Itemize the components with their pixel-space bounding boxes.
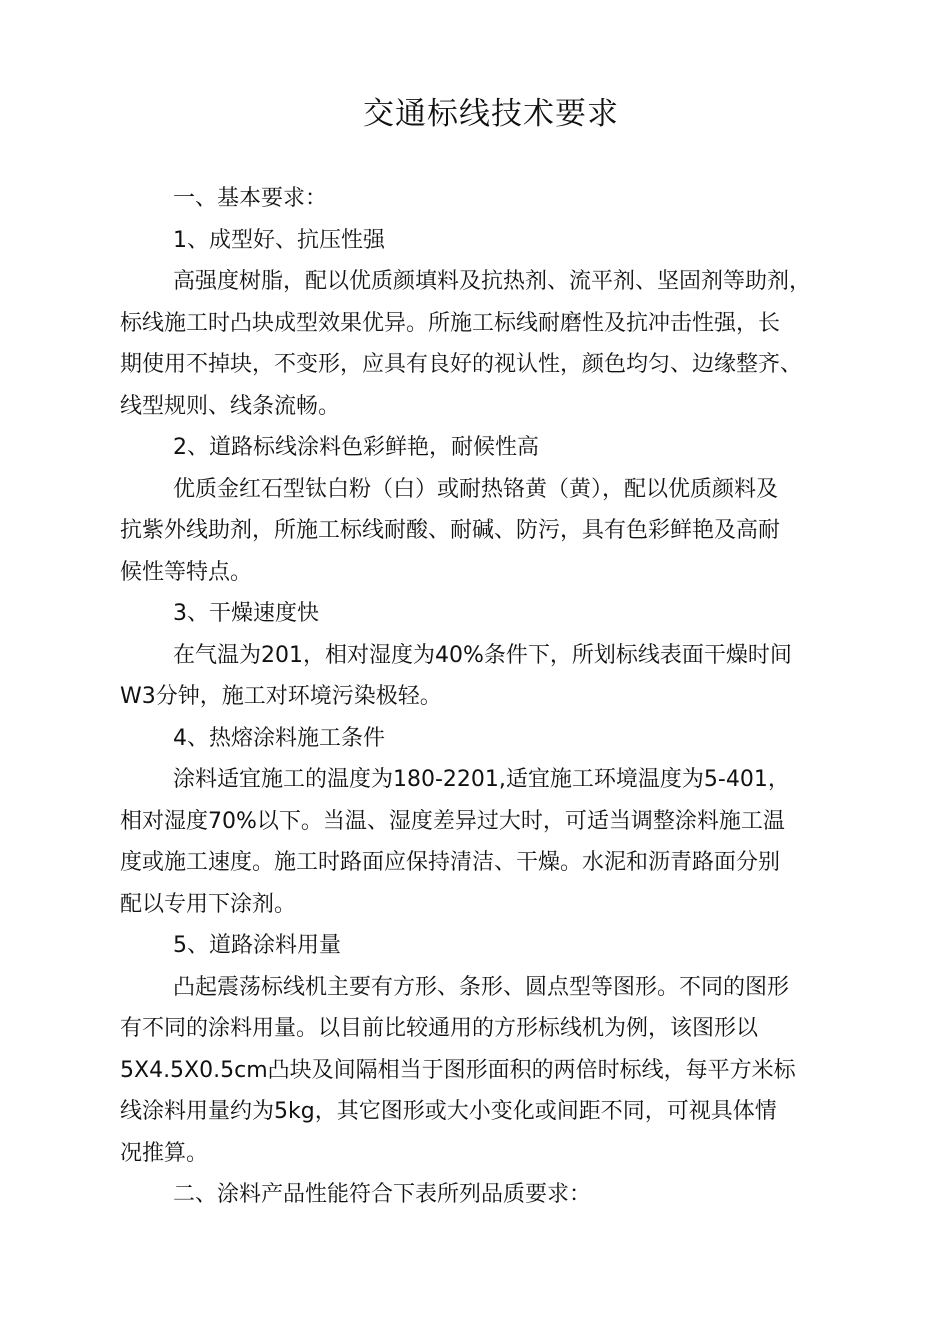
text-line: 二、涂料产品性能符合下表所列品质要求：	[173, 1182, 592, 1207]
text-line: 线型规则、线条流畅。	[120, 393, 341, 419]
text-line: 抗紫外线助剂，所施工标线耐酸、耐碱、防污，具有色彩鲜艳及高耐	[120, 518, 781, 543]
text-line: 况推算。	[120, 1140, 209, 1166]
text-line: 5、道路涂料用量	[173, 933, 341, 958]
text-line: 5X4.5X0.5cm凸块及间隔相当于图形面积的两倍时标线，每平方米标	[120, 1057, 796, 1083]
document-body	[120, 178, 870, 1216]
paragraph-resin-performance	[120, 261, 870, 427]
text-line: 2、道路标线涂料色彩鲜艳，耐候性高	[173, 435, 539, 460]
text-line: 优质金红石型钛白粉（白）或耐热铬黄（黄），配以优质颜料及	[173, 476, 779, 502]
subheading-drying-speed	[120, 593, 870, 635]
section-heading-basic-requirements	[120, 178, 870, 220]
subheading-molding-pressure	[120, 220, 870, 262]
section-heading-product-performance	[120, 1174, 870, 1216]
document-title: 交通标线技术要求	[363, 96, 619, 132]
text-line: 凸起震荡标线机主要有方形、条形、圆点型等图形。不同的图形	[173, 974, 790, 1000]
paragraph-pigment-performance	[120, 469, 870, 594]
paragraph-drying-conditions	[120, 635, 870, 718]
paragraph-application-temperature	[120, 759, 870, 925]
text-line: 标线施工时凸块成型效果优异。所施工标线耐磨性及抗冲击性强，长	[120, 310, 781, 336]
text-line: 涂料适宜施工的温度为180-2201,适宜施工环境温度为5-401，	[173, 767, 790, 792]
text-line: 候性等特点。	[120, 559, 253, 585]
paragraph-paint-usage-details	[120, 967, 870, 1175]
text-line: 有不同的涂料用量。以目前比较通用的方形标线机为例，该图形以	[120, 1016, 759, 1041]
text-line: 线涂料用量约为5kg，其它图形或大小变化或间距不同，可视具体情	[120, 1099, 777, 1124]
text-line: 在气温为201，相对湿度为40%条件下，所划标线表面干燥时间	[173, 642, 792, 668]
text-line: W3分钟，施工对环境污染极轻。	[120, 684, 442, 709]
text-line: 4、热熔涂料施工条件	[173, 725, 385, 751]
text-line: 相对湿度70%以下。当温、湿度差异过大时，可适当调整涂料施工温	[120, 808, 785, 834]
text-line: 一、基本要求：	[173, 186, 328, 211]
text-line: 3、干燥速度快	[173, 601, 319, 626]
text-line: 期使用不掉块，不变形，应具有良好的视认性，颜色均匀、边缘整齐、	[120, 352, 803, 377]
subheading-paint-usage	[120, 925, 870, 967]
text-line: 1、成型好、抗压性强	[173, 227, 385, 253]
subheading-application-conditions	[120, 718, 870, 760]
text-line: 度或施工速度。施工时路面应保持清洁、干燥。水泥和沥青路面分别	[120, 850, 781, 875]
text-line: 配以专用下涂剂。	[120, 891, 297, 917]
text-line: 高强度树脂，配以优质颜填料及抗热剂、流平剂、坚固剂等助剂，	[173, 269, 812, 294]
subheading-color-weather-resistance	[120, 427, 870, 469]
